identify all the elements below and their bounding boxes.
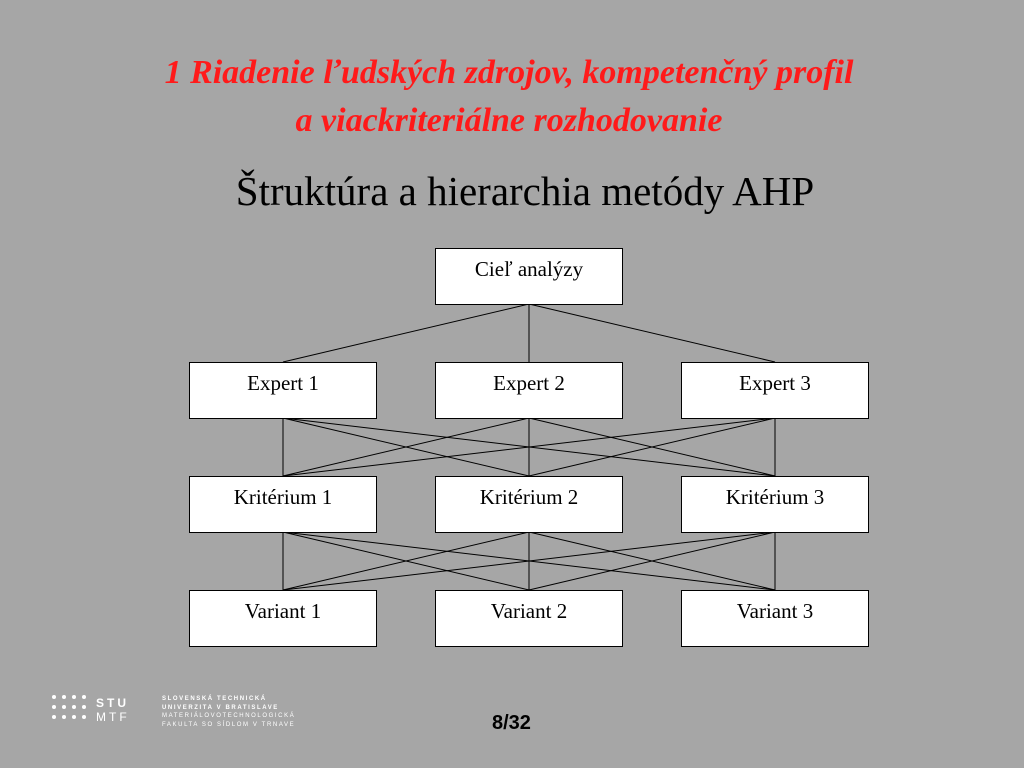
logo-line-2: MTF <box>96 710 130 724</box>
variant-node-1: Variant 1 <box>189 590 377 647</box>
university-line-3: MATERIÁLOVOTECHNOLOGICKÁ <box>162 713 296 720</box>
slide-title-line-1: 1 Riadenie ľudských zdrojov, kompetenčný profil <box>164 54 854 91</box>
logo-line-1: STU <box>96 696 129 710</box>
criterion-node-1: Kritérium 1 <box>189 476 377 533</box>
variant-node-2: Variant 2 <box>435 590 623 647</box>
university-line-1: SLOVENSKÁ TECHNICKÁ <box>162 696 267 702</box>
connector <box>283 304 529 362</box>
expert-node-1: Expert 1 <box>189 362 377 419</box>
logo-dots-icon <box>52 695 92 725</box>
expert-node-2: Expert 2 <box>435 362 623 419</box>
goal-node: Cieľ analýzy <box>435 248 623 305</box>
university-name <box>162 695 295 729</box>
slide-subtitle: Štruktúra a hierarchia metódy AHP <box>235 168 815 214</box>
university-line-2: UNIVERZITA V BRATISLAVE <box>162 704 279 711</box>
criterion-node-3: Kritérium 3 <box>681 476 869 533</box>
connector <box>529 304 775 362</box>
page-number: 8/32 <box>492 712 531 734</box>
criterion-node-2: Kritérium 2 <box>435 476 623 533</box>
university-line-4: FAKULTA SO SÍDLOM V TRNAVE <box>162 721 296 728</box>
slide-title-line-2: a viackriteriálne rozhodovanie <box>295 102 723 139</box>
logo-wordmark <box>96 696 130 724</box>
expert-node-3: Expert 3 <box>681 362 869 419</box>
variant-node-3: Variant 3 <box>681 590 869 647</box>
